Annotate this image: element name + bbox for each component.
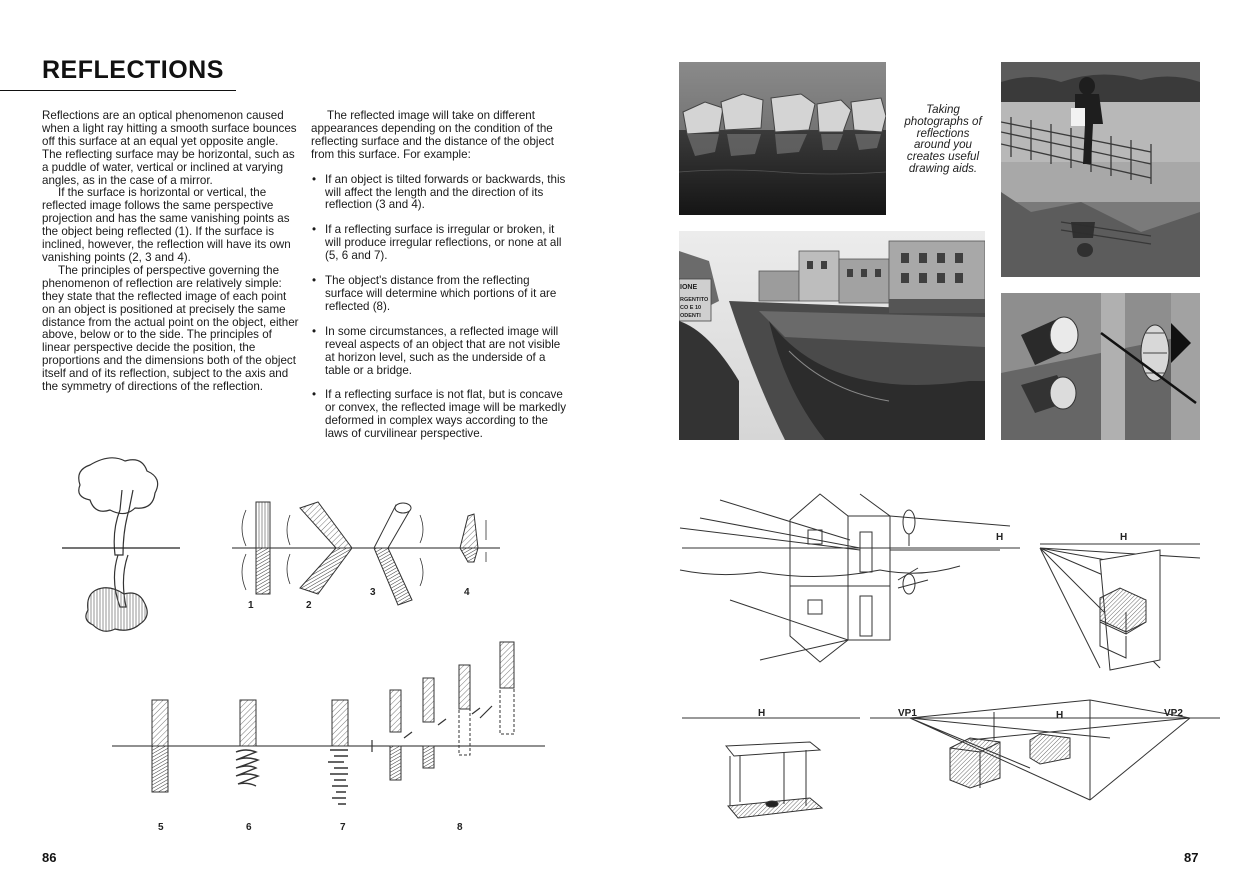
vanishing-point-label: VP1: [898, 708, 917, 719]
horizon-label: H: [1056, 710, 1064, 721]
text-column-left: [42, 110, 300, 394]
list-item: • In some circumstances, a reflected image will reveal aspects of an object that are not visible at horizon level, such as the underside of a table or a bridge.: [311, 326, 567, 378]
photo-caption: Taking photographs of reflections around you creates useful drawing aids.: [904, 103, 982, 175]
photo-rocks-reflection: [679, 62, 886, 215]
sign-text: ODENTI: [680, 313, 701, 319]
reflection-sketches-left: [0, 450, 600, 850]
paragraph: Reflections are an optical phenomenon caused when a light ray hitting a smooth surface bounces off this surface at an equal yet opposite angle. The reflecting surface may be horizontal, such as a puddle of water, vertical or inclined at varying angles, as in the case of a mirror.: [42, 109, 297, 187]
perspective-sketches-right: [660, 480, 1240, 840]
list-item: • The object's distance from the reflecting surface will determine which portions of it are reflected (8).: [311, 275, 567, 314]
horizon-label: H: [1120, 532, 1128, 543]
photo-bench-reflection: [1001, 62, 1200, 277]
paragraph: The principles of perspective governing the phenomenon of reflection are relatively simple: they state that the reflected image of each point on an object is positioned at precisely the same distance from the actual point on the object, either above, below or to the side. The principles of linear perspective decide the position, the proportions and the dimensions both of the object itself and of its reflection, subject to the axis and the symmetry of directions of the reflection.: [42, 263, 299, 394]
page-title: REFLECTIONS: [42, 56, 224, 84]
horizon-label: H: [758, 708, 766, 719]
figure-label: 7: [340, 822, 346, 833]
figure-label: 6: [246, 822, 252, 833]
title-underline: [0, 90, 236, 91]
figure-label: 1: [248, 600, 254, 611]
mirror-box-sketch: [1040, 544, 1200, 670]
figure-8-sketch: [372, 642, 514, 780]
sign-text: RGENTITO: [680, 297, 709, 303]
photo-canal-reflection: [679, 231, 985, 440]
house-reflection-sketch: [680, 494, 1020, 662]
figure-label: 4: [464, 587, 470, 598]
sign-text: IONE: [680, 284, 698, 291]
vanishing-point-label: VP2: [1164, 708, 1183, 719]
paragraph: If the surface is horizontal or vertical, the reflected image follows the same perspective projection and has the same vanishing points as the object being reflected (1). If the surface is inclined, however, the reflection will have its own vanishing points (2, 3 and 4).: [42, 186, 291, 264]
figure-label: 8: [457, 822, 463, 833]
sign-text: CO E 10: [680, 305, 702, 311]
figure-5-sketch: [152, 700, 168, 792]
figure-4-sketch: [460, 514, 486, 562]
figure-label: 5: [158, 822, 164, 833]
list-item: • If a reflecting surface is irregular or broken, it will produce irregular reflections, or none at all (5, 6 and 7).: [311, 224, 567, 263]
horizon-label: H: [996, 532, 1004, 543]
photo-objects-reflection: [1001, 293, 1200, 440]
paragraph: The reflected image will take on different appearances depending on the condition of the reflecting surface and the distance of the object from this surface. For example:: [311, 109, 554, 161]
list-item: • If a reflecting surface is not flat, but is concave or convex, the reflected image will be markedly deformed in complex ways according to the laws of curvilinear perspective.: [311, 389, 567, 441]
bullet-list: [311, 174, 567, 441]
tree-sketch: [62, 458, 180, 631]
figure-7-sketch: [328, 700, 348, 804]
list-item: • If an object is tilted forwards or backwards, this will affect the length and the direction of its reflection (3 and 4).: [311, 174, 567, 213]
table-reflection-sketch: [682, 718, 860, 818]
figure-3-sketch: [374, 503, 423, 605]
text-column-middle: [311, 110, 567, 441]
page-number-left: 86: [42, 850, 57, 865]
figure-label: 2: [306, 600, 312, 611]
figure-label: 3: [370, 587, 376, 598]
page-number-right: 87: [1184, 850, 1199, 865]
figure-6-sketch: [236, 700, 258, 786]
